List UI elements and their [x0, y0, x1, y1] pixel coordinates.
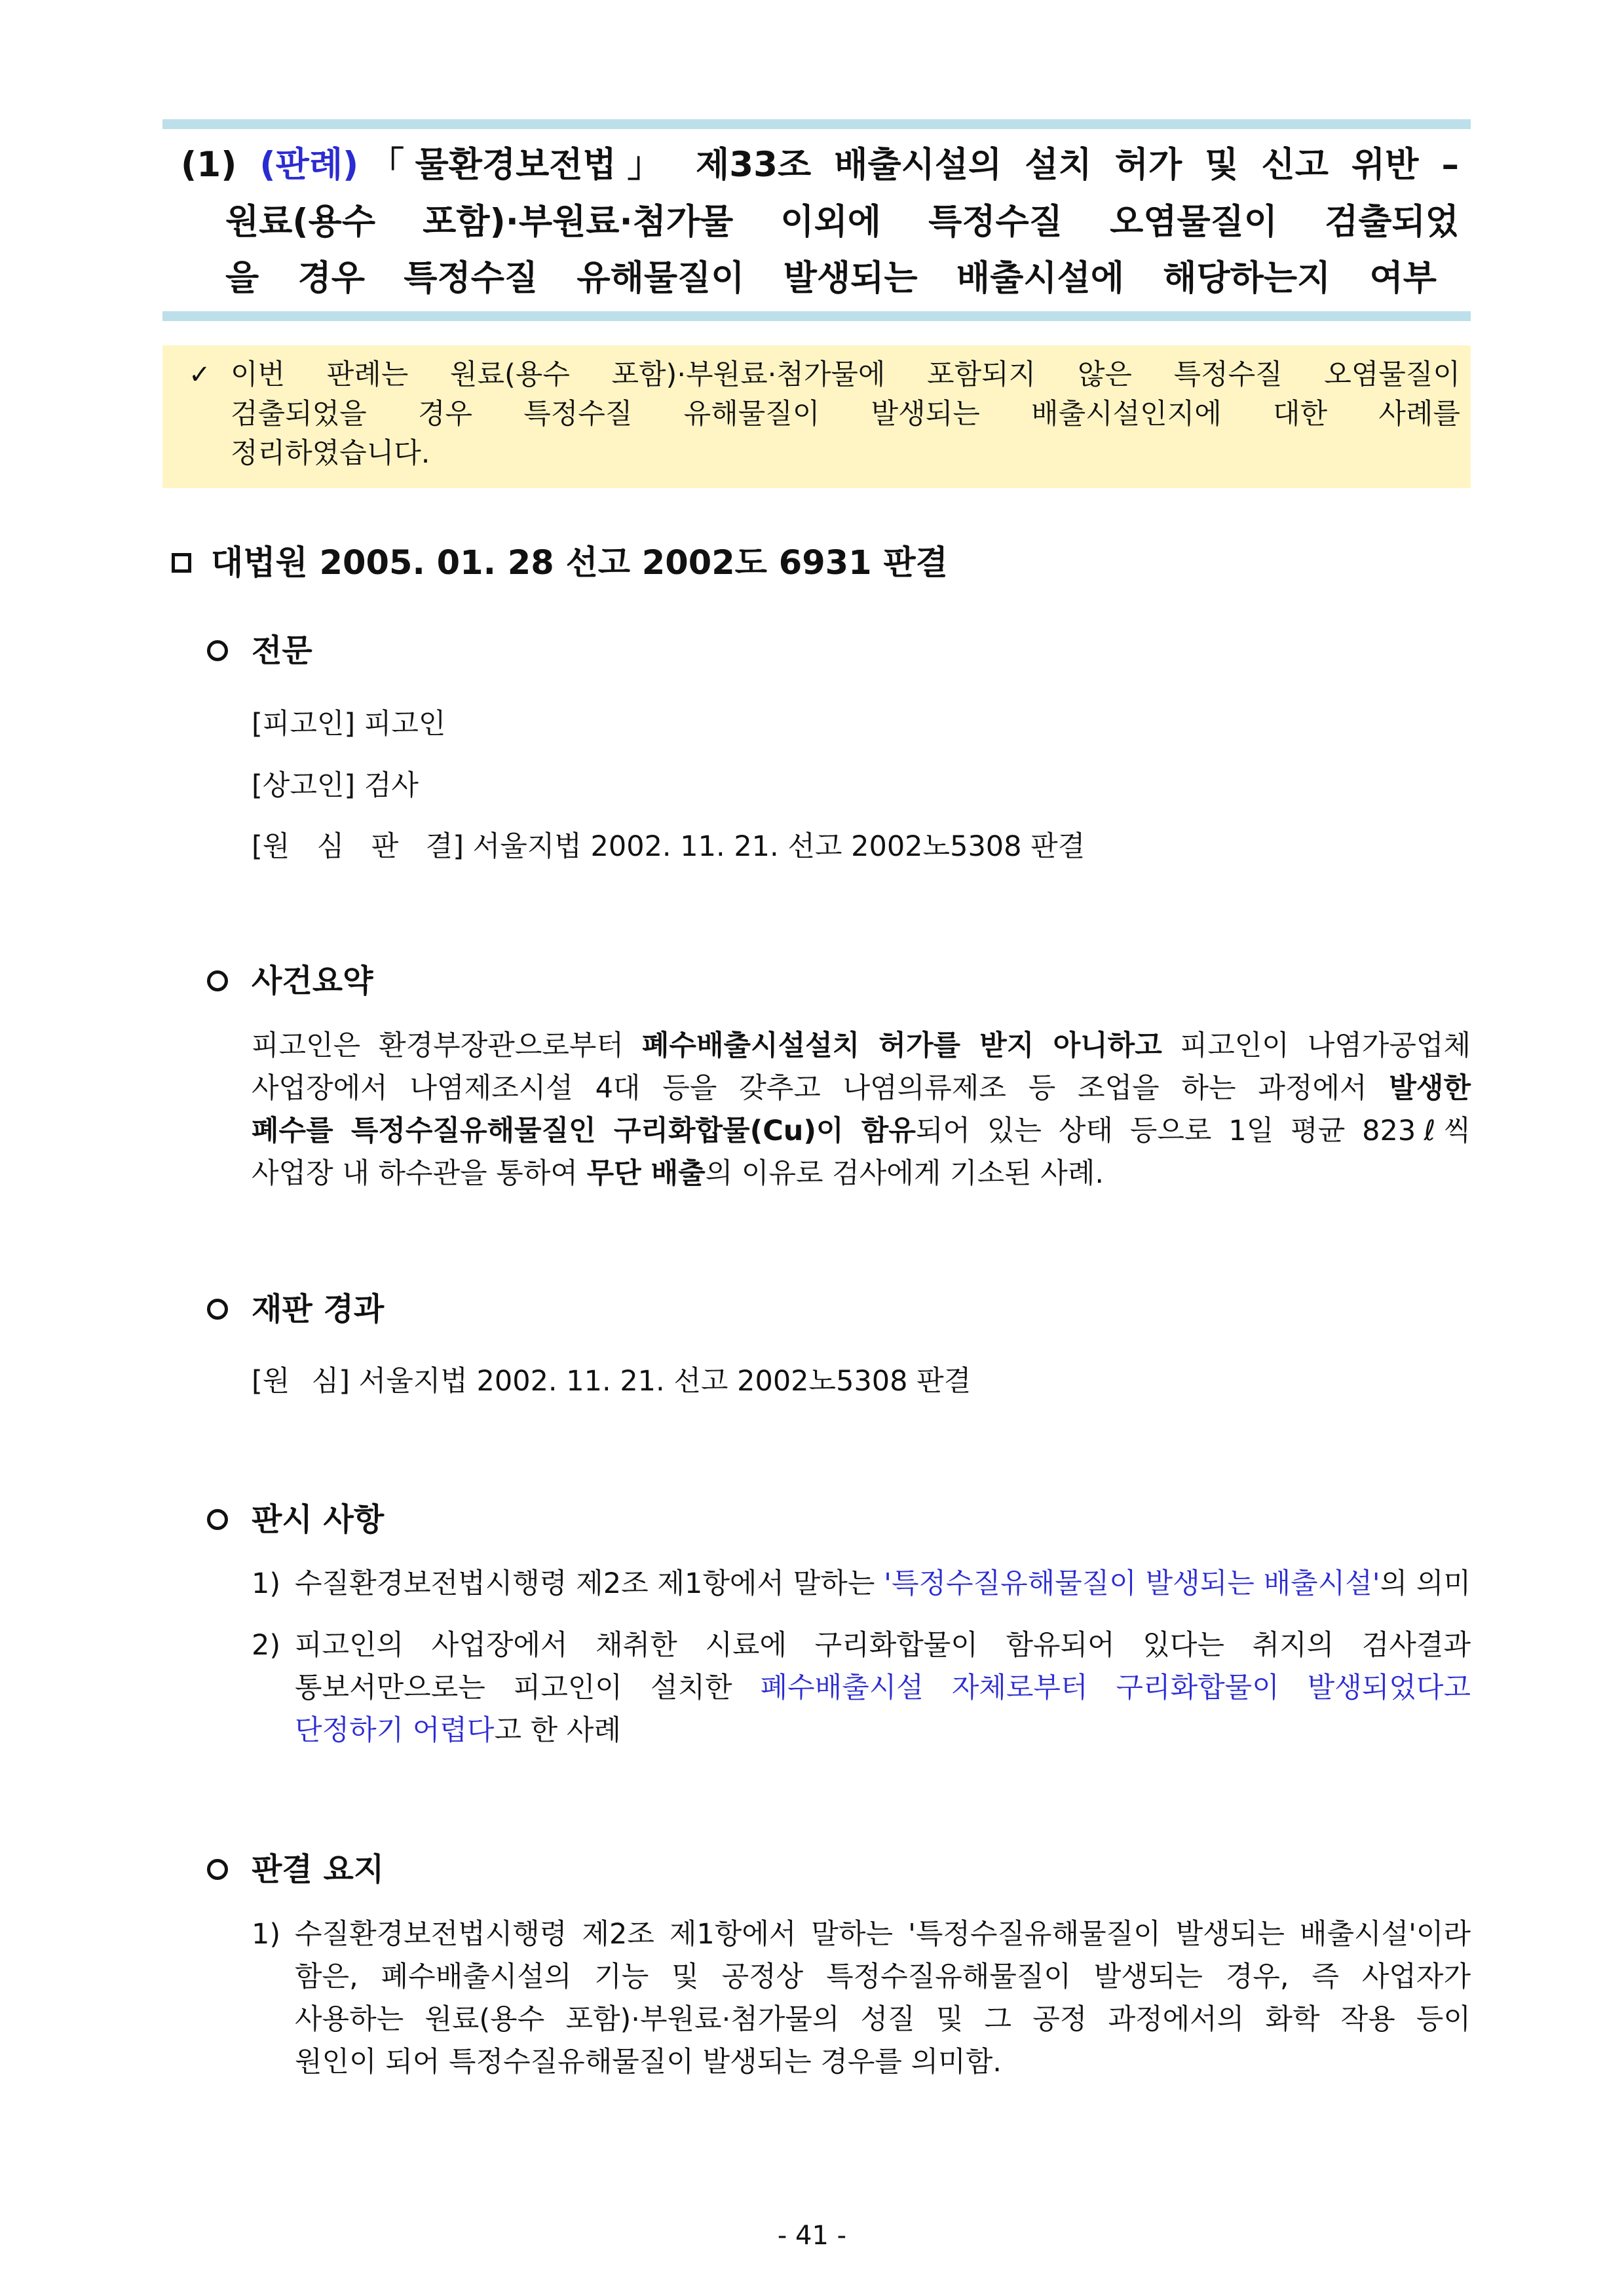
section-heading-summary	[207, 958, 373, 1004]
original-label: [원 심 판 결]	[252, 830, 464, 863]
summary-text: 피고인이 나염가공업체	[1161, 1029, 1471, 1062]
case-heading	[162, 537, 1342, 590]
case-title: 대법원 2005. 01. 28 선고 2002도 6931 판결	[211, 544, 948, 583]
summary-text: 피고인은 환경부장관으로부터	[252, 1029, 642, 1062]
summary-text: 사업장 내 하수관을 통하여	[252, 1157, 587, 1190]
title-line-1	[181, 136, 1459, 194]
issue-2-number: 2)	[252, 1629, 281, 1662]
note-line-1: 이번 판례는 원료(용수 포함)·부원료·첨가물에 포함되지 않은 특정수질 오염물질이	[231, 358, 1460, 391]
title-tag: (판례)	[259, 145, 359, 185]
section-heading-text: 판결 요지	[252, 1851, 385, 1888]
section-heading-holding	[207, 1846, 384, 1892]
title-band	[162, 119, 1471, 321]
title-number: (1)	[181, 145, 260, 185]
issue-text: 고 한 사례	[494, 1714, 621, 1747]
circle-bullet-icon	[207, 1859, 228, 1880]
preamble-appellant: [상고인] 검사	[252, 769, 419, 802]
note-box	[162, 345, 1471, 488]
trial-line	[252, 1362, 971, 1401]
holding-line-3: 사용하는 원료(용수 포함)·부원료·첨가물의 성질 및 그 공정 과정에서의 화학 작용 등이	[295, 2003, 1471, 2036]
original-text: 서울지법 2002. 11. 21. 선고 2002노5308 판결	[472, 830, 1086, 863]
issue-2-line-2	[295, 1668, 1471, 1708]
issue-highlight: 폐수배출시설 자체로부터 구리화합물이 발생되었다고	[760, 1672, 1471, 1704]
issue-highlight: 단정하기 어렵다	[295, 1714, 495, 1747]
summary-line-2	[252, 1069, 1471, 1108]
circle-bullet-icon	[207, 970, 228, 991]
section-heading-issues	[207, 1497, 384, 1542]
holding-line-2: 함은, 폐수배출시설의 기능 및 공정상 특정수질유해물질이 발생되는 경우, 즉 사업자가	[295, 1961, 1471, 1993]
section-heading-trial	[207, 1286, 384, 1332]
section-heading-text: 재판 경과	[252, 1291, 385, 1328]
section-heading-text: 전문	[252, 632, 312, 669]
issue-2-line-1: 피고인의 사업장에서 채취한 시료에 구리화합물이 함유되어 있다는 취지의 검사결과	[295, 1629, 1471, 1662]
note-line-2: 검출되었을 경우 특정수질 유해물질이 발생되는 배출시설인지에 대한 사례를	[231, 398, 1460, 430]
note-line-3: 정리하였습니다.	[231, 437, 430, 470]
title-line-3: 을 경우 특정수질 유해물질이 발생되는 배출시설에 해당하는지 여부	[225, 258, 1437, 298]
trial-text: 서울지법 2002. 11. 21. 선고 2002노5308 판결	[358, 1365, 972, 1398]
section-heading-text: 사건요약	[252, 963, 373, 999]
holding-line-1: 수질환경보전법시행령 제2조 제1항에서 말하는 '특정수질유해물질이 발생되는 배출시설'이라	[295, 1918, 1471, 1951]
circle-bullet-icon	[207, 640, 228, 661]
page-number: - 41 -	[777, 2221, 847, 2251]
summary-bold: 폐수배출시설설치 허가를 받지 아니하고	[641, 1029, 1162, 1062]
title-text: 「물환경보전법」 제33조 배출시설의 설치 허가 및 신고 위반 –	[358, 145, 1459, 185]
issue-1-line	[295, 1564, 1471, 1603]
summary-line-1	[252, 1026, 1471, 1065]
section-heading-preamble	[207, 628, 312, 674]
issue-2-line-3	[295, 1711, 621, 1750]
issue-text: 통보서만으로는 피고인이 설치한	[295, 1672, 761, 1704]
check-icon: ✓	[189, 360, 211, 390]
summary-line-3	[252, 1111, 1471, 1151]
issue-text: 수질환경보전법시행령 제2조 제1항에서 말하는	[295, 1567, 884, 1600]
issue-highlight: '특정수질유해물질이 발생되는 배출시설'	[884, 1567, 1380, 1600]
section-heading-text: 판시 사항	[252, 1501, 385, 1538]
summary-bold: 발생한	[1389, 1072, 1471, 1105]
title-line-2: 원료(용수 포함)·부원료·첨가물 이외에 특정수질 오염물질이 검출되었	[225, 202, 1459, 242]
issue-text: 의 의미	[1380, 1567, 1471, 1600]
issue-1-number: 1)	[252, 1567, 281, 1600]
summary-text: 되어 있는 상태 등으로 1일 평균 823ℓ씩	[915, 1115, 1471, 1147]
summary-bold: 무단 배출	[586, 1157, 706, 1190]
summary-line-4	[252, 1154, 1104, 1193]
preamble-defendant: [피고인] 피고인	[252, 708, 446, 740]
holding-line-4: 원인이 되어 특정수질유해물질이 발생되는 경우를 의미함.	[295, 2046, 1002, 2078]
circle-bullet-icon	[207, 1299, 228, 1320]
summary-text: 의 이유로 검사에게 기소된 사례.	[705, 1157, 1105, 1190]
summary-bold: 폐수를 특정수질유해물질인 구리화합물(Cu)이 함유	[252, 1115, 916, 1147]
preamble-original	[252, 827, 1085, 866]
circle-bullet-icon	[207, 1509, 228, 1530]
trial-label: [원 심]	[252, 1365, 350, 1398]
square-bullet-icon	[172, 553, 191, 573]
summary-text: 사업장에서 나염제조시설 4대 등을 갖추고 나염의류제조 등 조업을 하는 과정에서	[252, 1072, 1389, 1105]
holding-1-number: 1)	[252, 1918, 281, 1951]
